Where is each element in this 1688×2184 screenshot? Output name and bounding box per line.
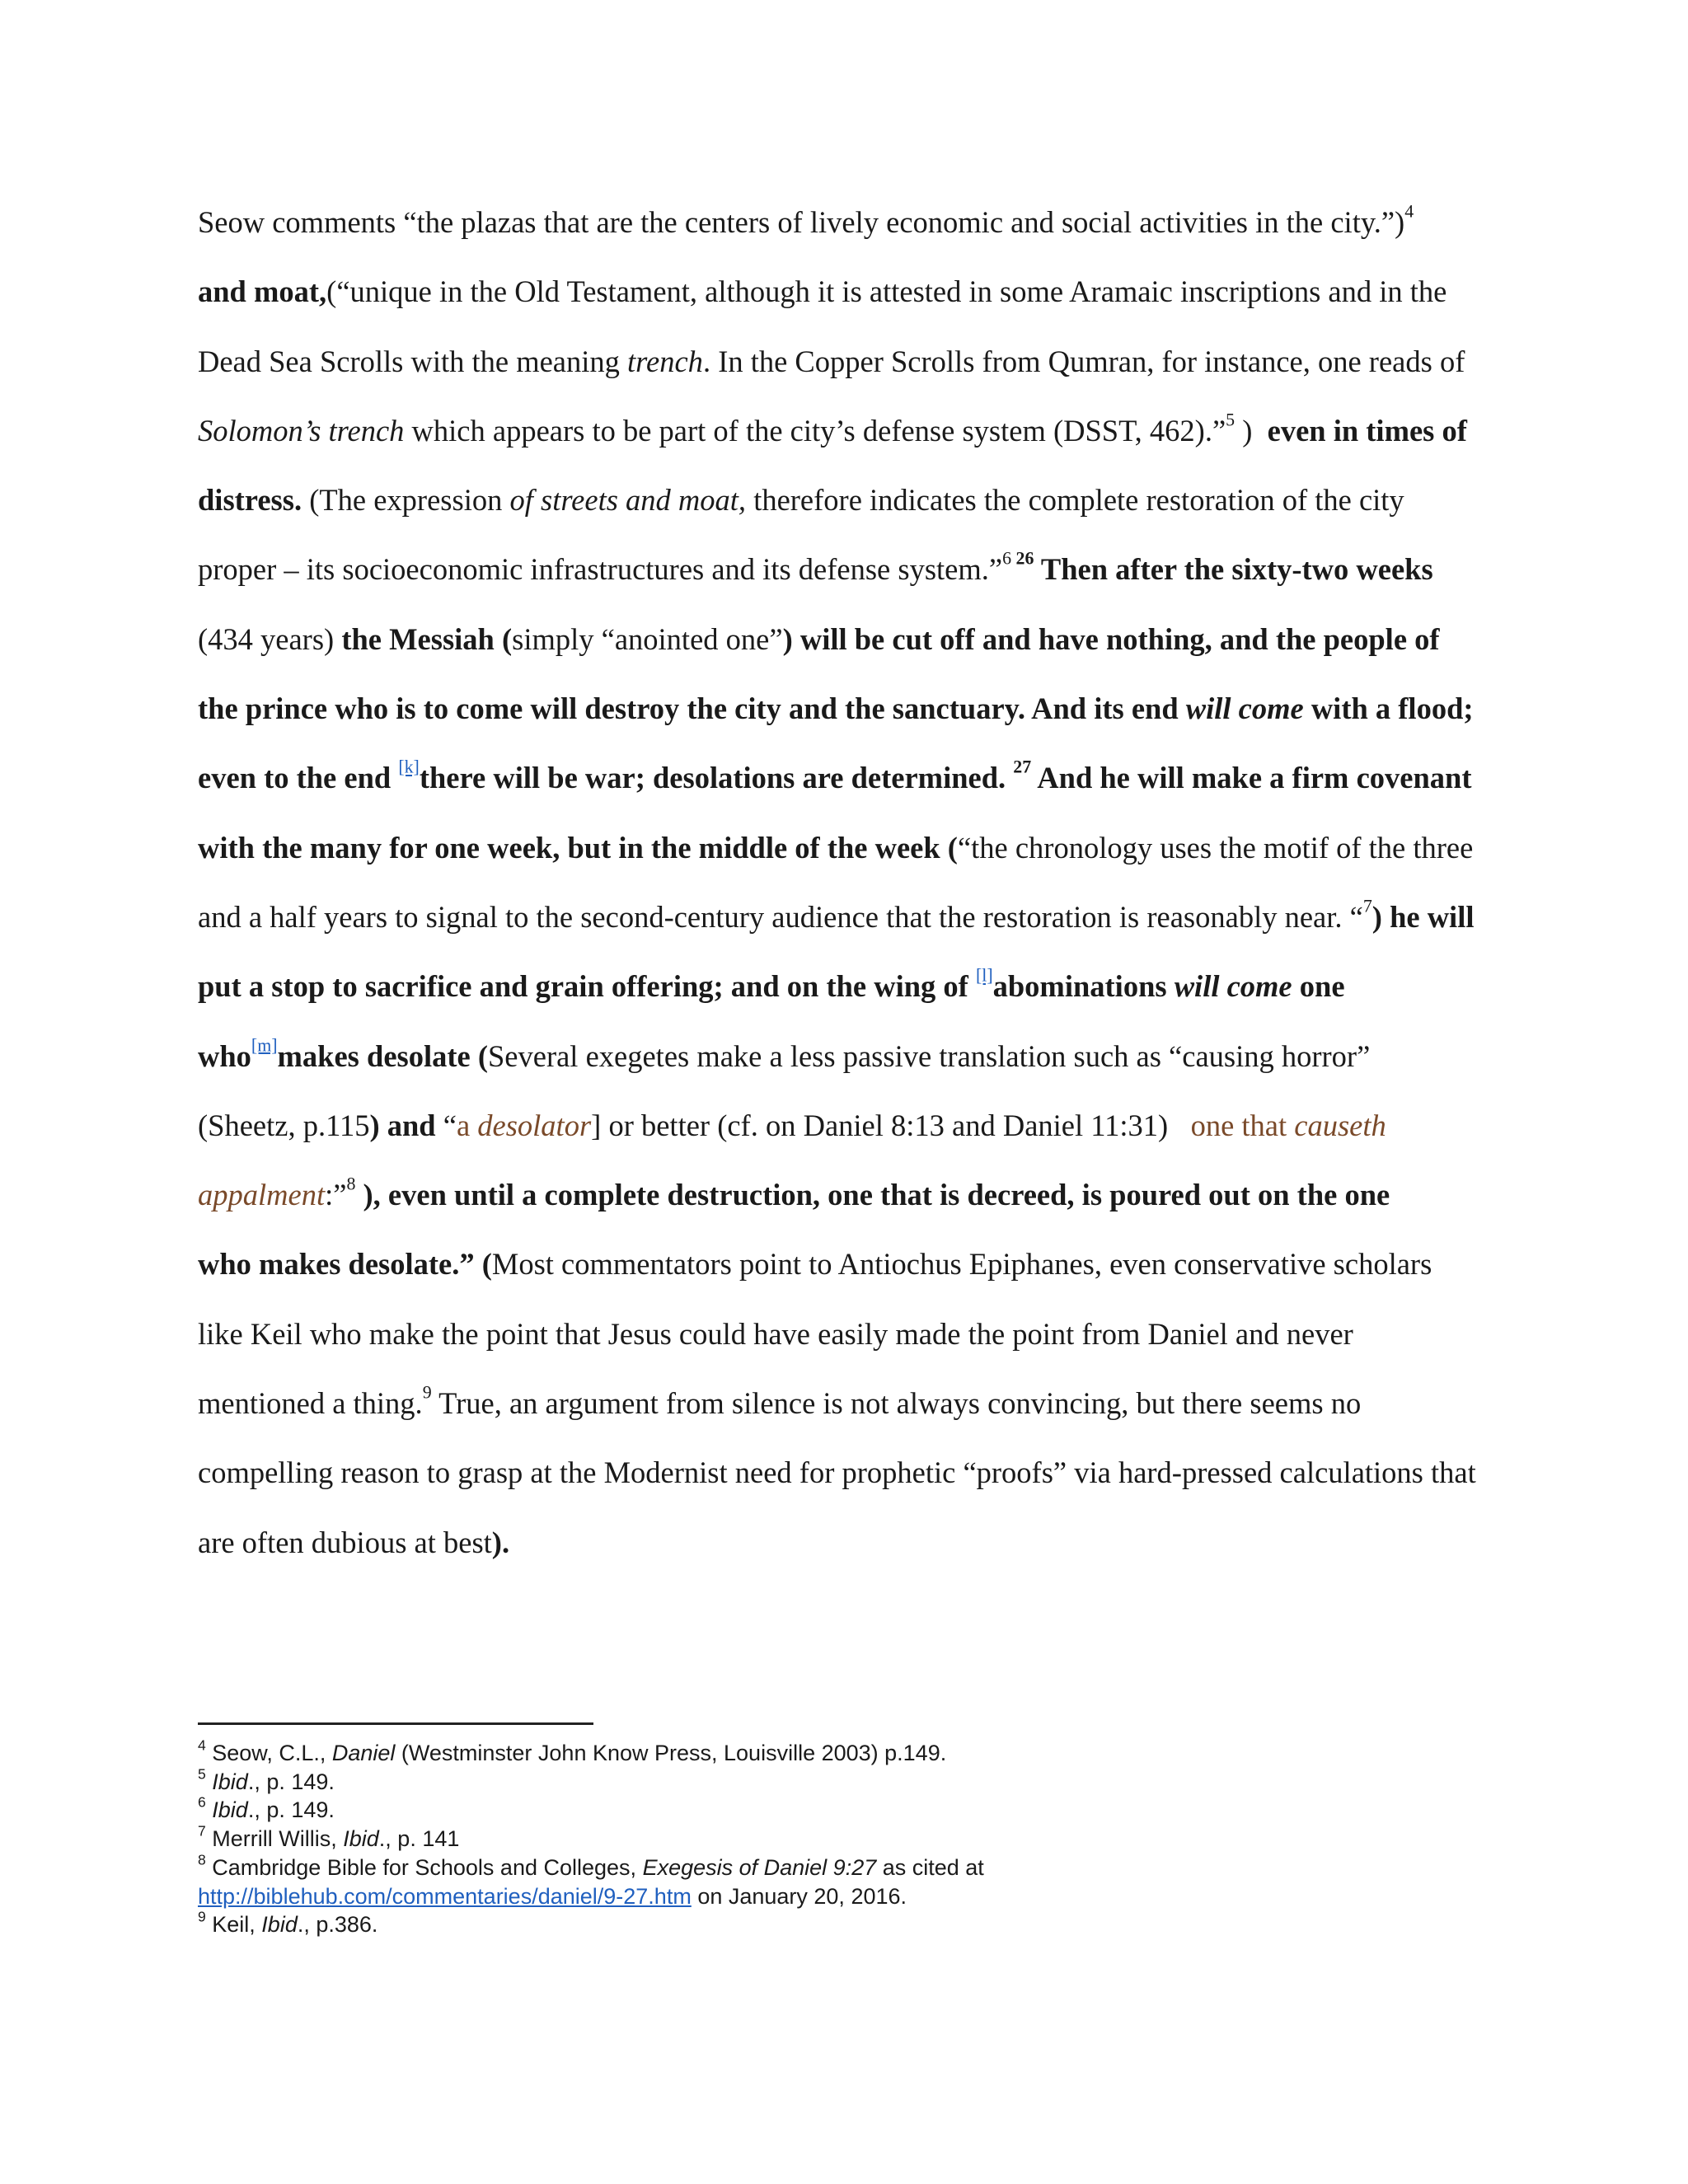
text-span: (“unique in the Old Testament, although it is attested in some Aramaic inscriptions and in the xyxy=(326,274,1447,309)
quoted-span: one that xyxy=(1190,1108,1295,1142)
text-span: ] or better (cf. on Daniel 8:13 and Daniel 11:31) xyxy=(591,1108,1191,1142)
text-line-11 xyxy=(198,883,1500,952)
bold-span: abominations xyxy=(992,969,1175,1004)
text-line-7 xyxy=(198,605,1500,674)
footnote-9 xyxy=(198,1910,1434,1939)
footnote-text: as cited at xyxy=(876,1854,984,1880)
quoted-italic-span: desolator xyxy=(477,1108,592,1142)
text-span: therefore indicates the complete restoration of the city xyxy=(746,483,1404,518)
bold-italic-span: will come xyxy=(1185,691,1304,726)
footnote-italic: Ibid xyxy=(261,1912,298,1938)
text-line-15 xyxy=(198,1160,1500,1230)
footnote-7 xyxy=(198,1822,1434,1854)
footnote-text: Merrill Willis, xyxy=(205,1826,344,1852)
footnote-marker: 7 xyxy=(1362,895,1372,916)
italic-span: trench xyxy=(627,344,703,378)
text-span: simply “anointed one” xyxy=(512,621,783,656)
bold-span: one xyxy=(1292,969,1345,1004)
cross-reference-link[interactable]: [k] xyxy=(398,756,420,777)
text-span: proper – its socioeconomic infrastructures and its defense system.” xyxy=(198,552,1003,587)
text-line-6 xyxy=(198,535,1500,604)
footnote-marker: 6 xyxy=(1002,547,1012,569)
footnote-6 xyxy=(198,1796,1434,1825)
footnote-text: ., p.386. xyxy=(297,1912,378,1938)
text-line-2 xyxy=(198,257,1500,326)
italic-span: Solomon’s trench xyxy=(198,413,405,448)
text-span: are often dubious at best xyxy=(198,1525,492,1559)
footnote-marker: 5 xyxy=(1226,409,1236,430)
text-line-5 xyxy=(198,466,1500,535)
footnote-marker: 4 xyxy=(1404,200,1414,222)
footnote-text: ., p. 141 xyxy=(378,1826,460,1852)
footnote-5 xyxy=(198,1765,1434,1797)
text-span: (Sheetz, p.115 xyxy=(198,1108,370,1142)
text-span: compelling reason to grasp at the Modernist need for prophetic “proofs” via hard-pressed calculations that xyxy=(198,1455,1476,1490)
text-line-9 xyxy=(198,743,1500,813)
text-line-18 xyxy=(198,1369,1500,1438)
italic-span: of streets and moat, xyxy=(509,483,747,518)
text-line-17 xyxy=(198,1300,1500,1369)
text-span: Seow comments “the plazas that are the centers of lively economic and social activities in the city.”) xyxy=(198,205,1405,239)
footnote-text: Seow, C.L., xyxy=(205,1741,332,1765)
bold-span: ) and xyxy=(369,1108,443,1142)
text-line-4 xyxy=(198,396,1500,466)
quoted-italic-span: causeth xyxy=(1294,1108,1386,1142)
verse-number: 26 xyxy=(1011,547,1034,569)
footnote-marker: 8 xyxy=(346,1173,356,1194)
text-span: Most commentators point to Antiochus Epiphanes, even conservative scholars xyxy=(491,1247,1432,1282)
bold-span: distress. xyxy=(198,483,302,518)
footnote-number: 7 xyxy=(198,1822,206,1840)
footnote-text: ., p. 149. xyxy=(247,1797,335,1823)
footnote-8 xyxy=(198,1851,1434,1882)
text-span: :” xyxy=(325,1178,347,1212)
footnote-italic: Exegesis of Daniel 9:27 xyxy=(642,1854,877,1880)
bold-span: even to the end xyxy=(198,761,399,795)
footnote-4 xyxy=(198,1736,1434,1768)
footnote-number: 8 xyxy=(198,1851,206,1868)
bold-span: with a flood; xyxy=(1303,691,1474,726)
quoted-span: a xyxy=(456,1108,478,1142)
footnote-text: ., p. 149. xyxy=(247,1769,335,1794)
bold-span: ) he will xyxy=(1372,899,1475,934)
bold-span: who xyxy=(198,1038,251,1073)
text-line-8 xyxy=(198,674,1500,743)
text-span: which appears to be part of the city’s defense system (DSST, 462).” xyxy=(404,413,1226,448)
text-line-1 xyxy=(198,188,1500,257)
biblehub-link[interactable]: http://biblehub.com/commentaries/daniel/9-27.htm xyxy=(198,1883,692,1909)
quoted-italic-span: appalment xyxy=(198,1178,326,1212)
bold-span: and moat, xyxy=(198,274,327,309)
cross-reference-link[interactable]: [l] xyxy=(975,964,993,986)
bold-span: And he will make a firm covenant xyxy=(1031,761,1472,795)
bold-span: Then after the sixty-two weeks xyxy=(1034,552,1433,587)
text-span: mentioned a thing. xyxy=(198,1386,423,1421)
bold-span: the prince who is to come will destroy the city and the sanctuary. And its end xyxy=(198,691,1186,726)
bold-span: there will be war; desolations are determined. xyxy=(419,761,1014,795)
text-line-14 xyxy=(198,1091,1500,1160)
footnote-number: 9 xyxy=(198,1908,206,1925)
text-line-13 xyxy=(198,1022,1500,1091)
footnote-italic: Daniel xyxy=(331,1741,396,1765)
footnote-8-continued xyxy=(198,1882,1434,1911)
cross-reference-link[interactable]: [m] xyxy=(251,1033,278,1055)
text-span: True, an argument from silence is not always convincing, but there seems no xyxy=(431,1386,1362,1421)
bold-span: put a stop to sacrifice and grain offering; and on the wing of xyxy=(198,969,976,1004)
text-line-20 xyxy=(198,1508,1500,1577)
text-span: “the chronology uses the motif of the three xyxy=(957,830,1474,865)
text-span: Several exegetes make a less passive translation such as “causing horror” xyxy=(488,1038,1371,1073)
footnote-text: on January 20, 2016. xyxy=(691,1883,907,1909)
footnote-italic: Ibid xyxy=(343,1826,379,1852)
verse-number: 27 xyxy=(1013,756,1032,777)
footnote-text: Keil, xyxy=(205,1912,262,1938)
text-span: (The expression xyxy=(302,483,510,518)
bold-span: the Messiah ( xyxy=(341,621,513,656)
footnote-number: 6 xyxy=(198,1794,206,1811)
text-span: ) xyxy=(1235,413,1268,448)
footnote-number: 4 xyxy=(198,1736,206,1754)
footnote-number: 5 xyxy=(198,1765,206,1783)
main-body-text xyxy=(198,188,1500,1577)
footnote-text: (Westminster John Know Press, Louisville 2003) p.149. xyxy=(395,1741,947,1765)
footnote-italic: Ibid xyxy=(212,1769,248,1794)
footnote-marker: 9 xyxy=(422,1381,432,1403)
text-span: Dead Sea Scrolls with the meaning xyxy=(198,344,628,378)
bold-span: who makes desolate.” ( xyxy=(198,1247,492,1282)
bold-span: ). xyxy=(491,1525,510,1559)
text-span: . In the Copper Scrolls from Qumran, for instance, one reads of xyxy=(702,344,1465,378)
bold-span: with the many for one week, but in the middle of the week ( xyxy=(198,830,958,865)
bold-span: ), even until a complete destruction, one that is decreed, is poured out on the one xyxy=(355,1178,1390,1212)
footnotes-section xyxy=(198,1736,1434,1939)
text-line-12 xyxy=(198,952,1500,1021)
text-span: (434 years) xyxy=(198,621,342,656)
footnote-italic: Ibid xyxy=(212,1797,248,1823)
bold-span: even in times of xyxy=(1267,413,1467,448)
text-span: “ xyxy=(443,1108,457,1142)
text-line-10 xyxy=(198,813,1500,883)
text-line-19 xyxy=(198,1438,1500,1507)
text-line-3 xyxy=(198,327,1500,396)
footnote-text: Cambridge Bible for Schools and Colleges, xyxy=(205,1854,643,1880)
bold-span: makes desolate ( xyxy=(277,1038,488,1073)
footnote-separator xyxy=(198,1722,593,1725)
text-line-16 xyxy=(198,1230,1500,1299)
text-span: like Keil who make the point that Jesus could have easily made the point from Daniel and never xyxy=(198,1316,1353,1351)
bold-span: ) will be cut off and have nothing, and the people of xyxy=(782,621,1440,656)
bold-italic-span: will come xyxy=(1174,969,1292,1004)
text-span: and a half years to signal to the second-century audience that the restoration is reasonably near. “ xyxy=(198,899,1363,934)
